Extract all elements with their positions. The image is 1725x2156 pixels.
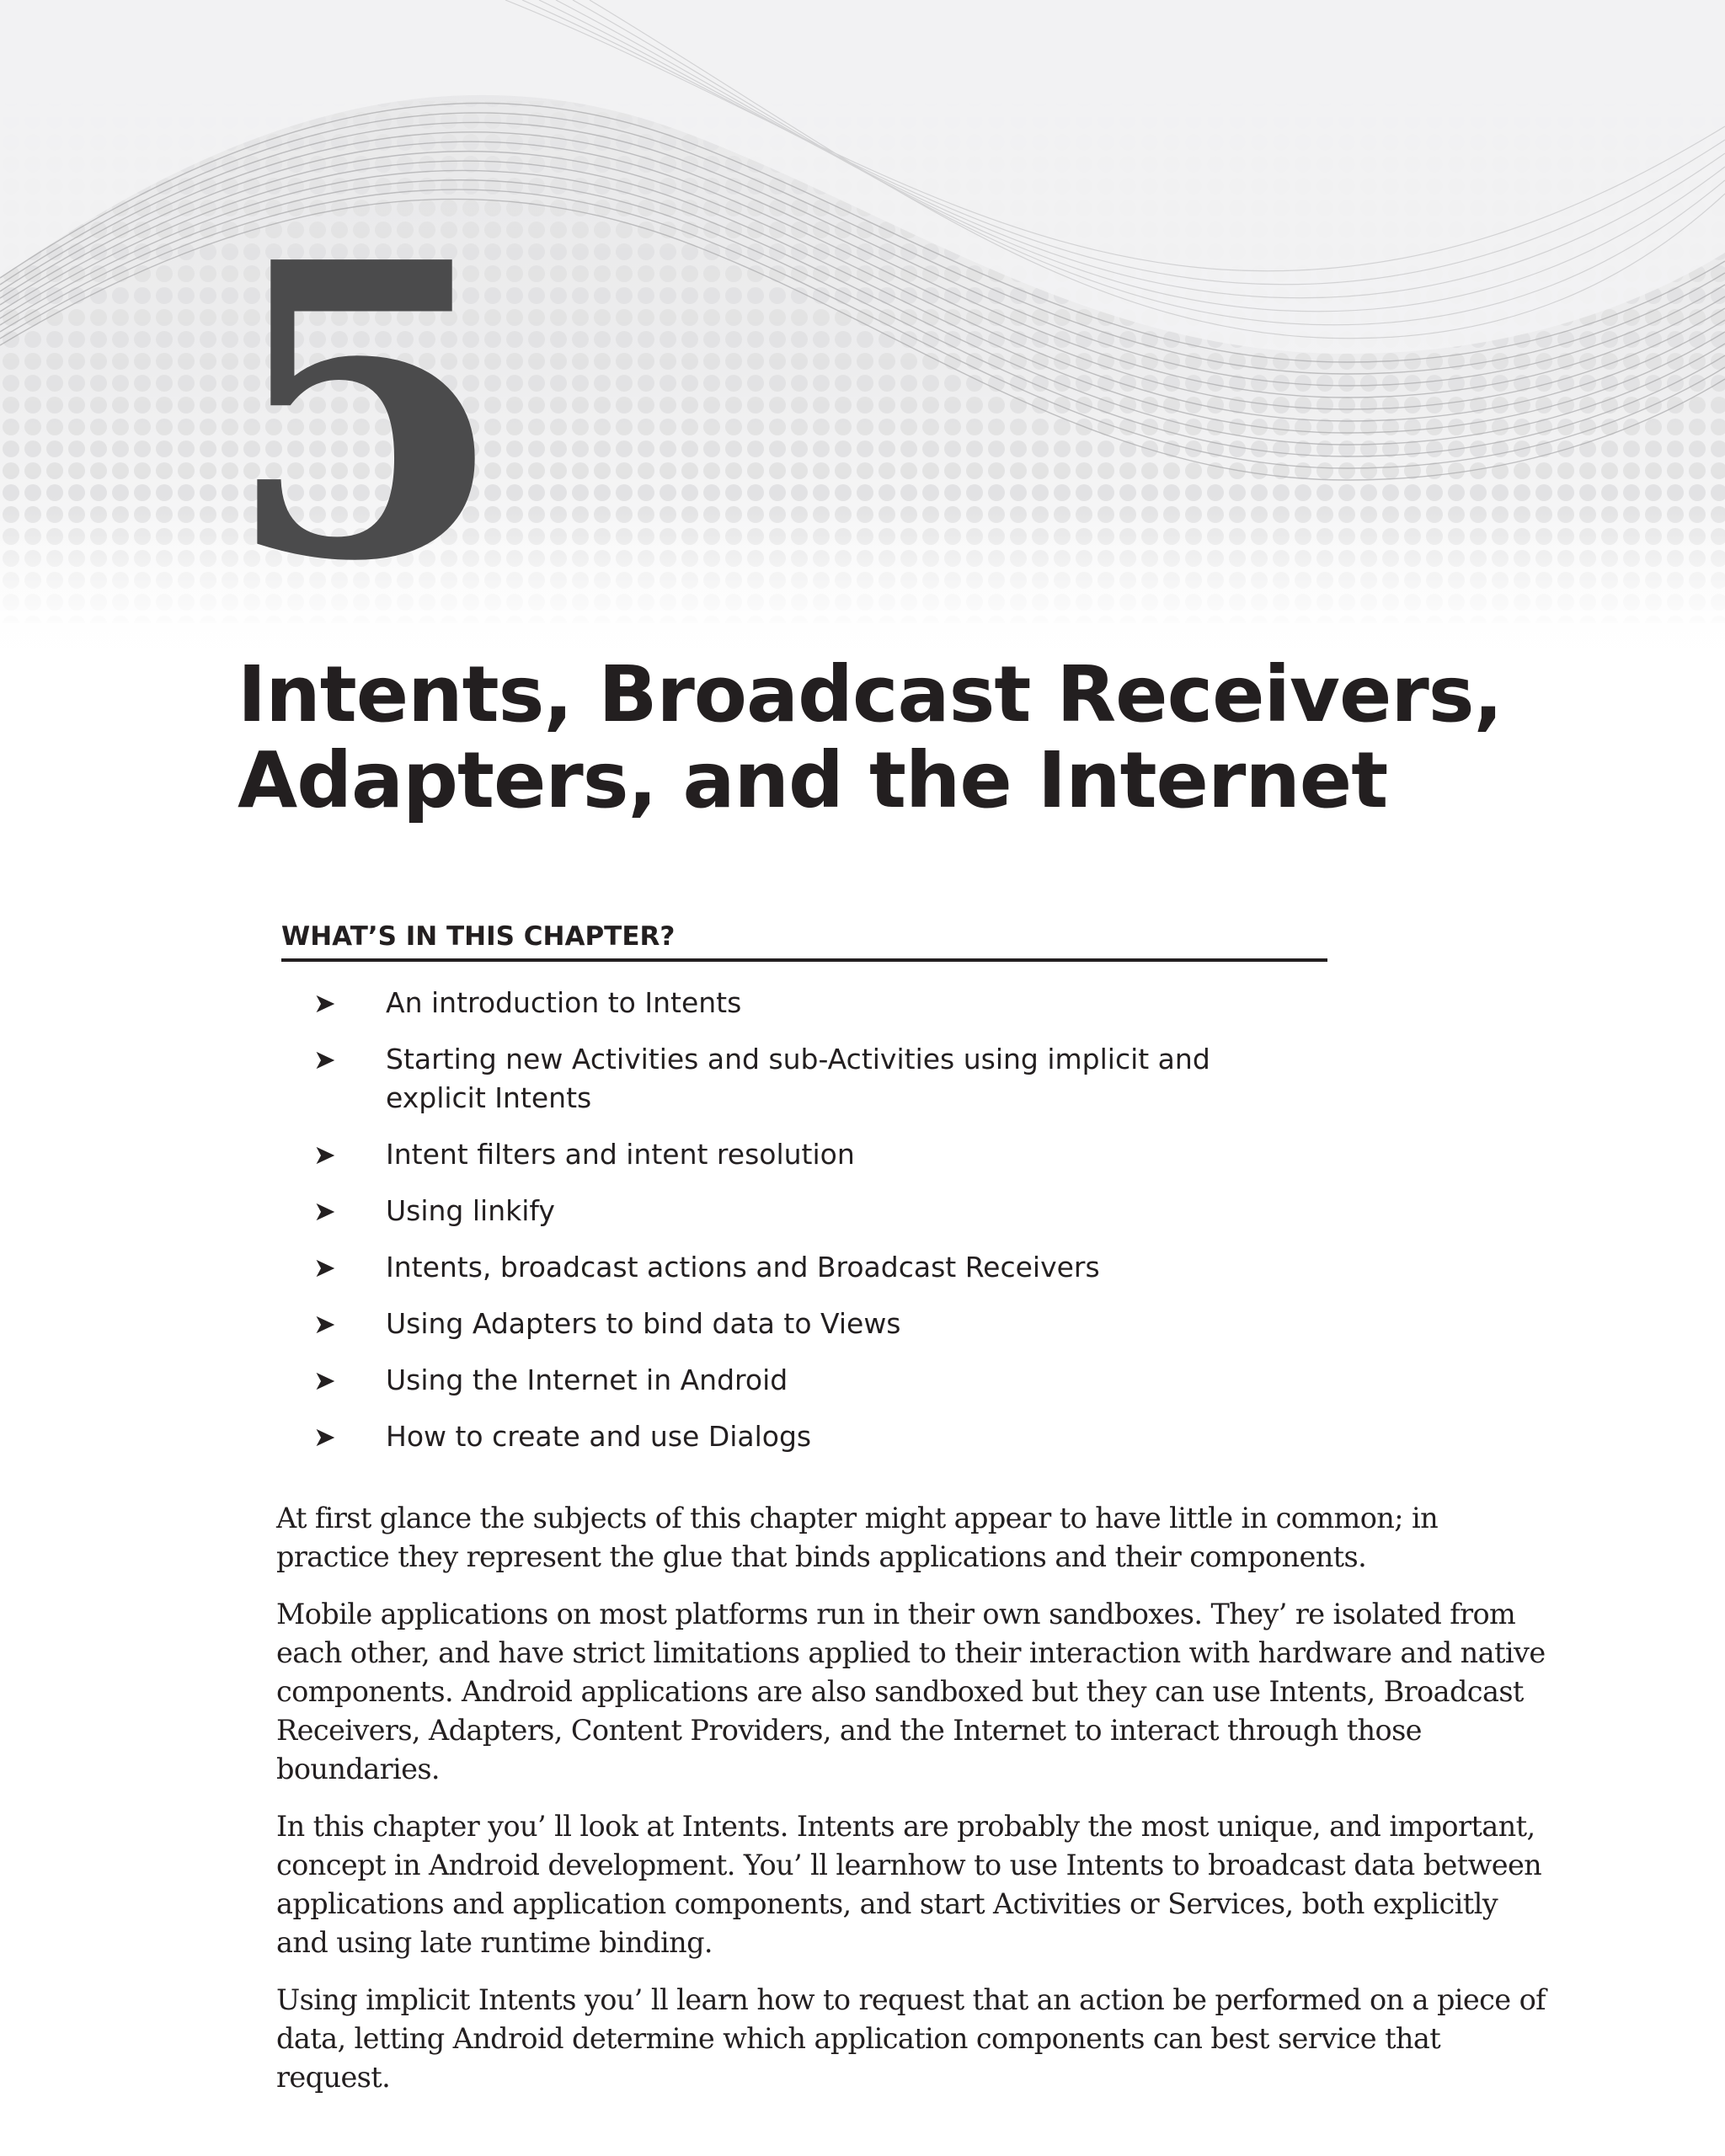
list-item: [281, 984, 1312, 1022]
list-item-text: Intent filters and intent resolution: [386, 1138, 855, 1171]
list-item: [281, 1135, 1312, 1174]
list-item-text: Using linkify: [386, 1194, 555, 1227]
list-item-text: An introduction to Intents: [386, 986, 742, 1019]
arrowhead-bullet-icon: ➤: [313, 1364, 336, 1396]
list-item: [281, 1192, 1312, 1230]
list-item: [281, 1248, 1312, 1287]
arrowhead-bullet-icon: ➤: [313, 1139, 336, 1171]
arrowhead-bullet-icon: ➤: [313, 1195, 336, 1227]
list-item: [281, 1417, 1312, 1456]
body-paragraph: Mobile applications on most platforms run in their own sandboxes. They’ re isolated from each other, and have strict limitations applied to their interaction with hardware and native components. Android applications are also sandboxed but they can use Intents, Broadcast Receivers, Adapters, Content Providers, and the Internet to interact through those boundaries.: [276, 1598, 1546, 1785]
arrowhead-bullet-icon: ➤: [313, 1043, 336, 1075]
chapter-title-line-2: Adapters, and the Internet: [238, 735, 1388, 825]
list-item-text: Using Adapters to bind data to Views: [386, 1307, 901, 1340]
whats-in-heading: WHAT’S IN THIS CHAPTER?: [281, 920, 1327, 962]
arrowhead-bullet-icon: ➤: [313, 1308, 336, 1340]
chapter-title-line-1: Intents, Broadcast Receivers,: [238, 649, 1503, 739]
whats-in-this-chapter: [281, 920, 1327, 1474]
arrowhead-bullet-icon: ➤: [313, 987, 336, 1019]
list-item-text: Starting new Activities and sub-Activities using implicit and explicit Intents: [386, 1043, 1210, 1114]
body-paragraph: In this chapter you’ ll look at Intents. Intents are probably the most unique, and important, concept in Android development. You’ ll learnhow to use Intents to broadcast data between applications and application components, and start Activities or Services, both explicitly and using late runtime binding.: [276, 1810, 1542, 1959]
list-item-text: Using the Internet in Android: [386, 1364, 788, 1396]
list-item: [281, 1361, 1312, 1400]
list-item: [281, 1040, 1312, 1118]
body-text: [276, 1499, 1548, 2116]
list-item: [281, 1305, 1312, 1343]
list-item-text: How to create and use Dialogs: [386, 1420, 812, 1453]
body-paragraph: Using implicit Intents you’ ll learn how to request that an action be performed on a piece of data, letting Android determine which application components can best service that request.: [276, 1983, 1546, 2094]
arrowhead-bullet-icon: ➤: [313, 1421, 336, 1453]
body-paragraph: At first glance the subjects of this chapter might appear to have little in common; in practice they represent the glue that binds applications and their components.: [276, 1502, 1439, 1573]
list-item-text: Intents, broadcast actions and Broadcast Receivers: [386, 1251, 1100, 1283]
topic-list: [281, 984, 1327, 1456]
arrowhead-bullet-icon: ➤: [313, 1251, 336, 1283]
chapter-title: [238, 649, 1551, 825]
chapter-number: 5: [224, 175, 497, 650]
